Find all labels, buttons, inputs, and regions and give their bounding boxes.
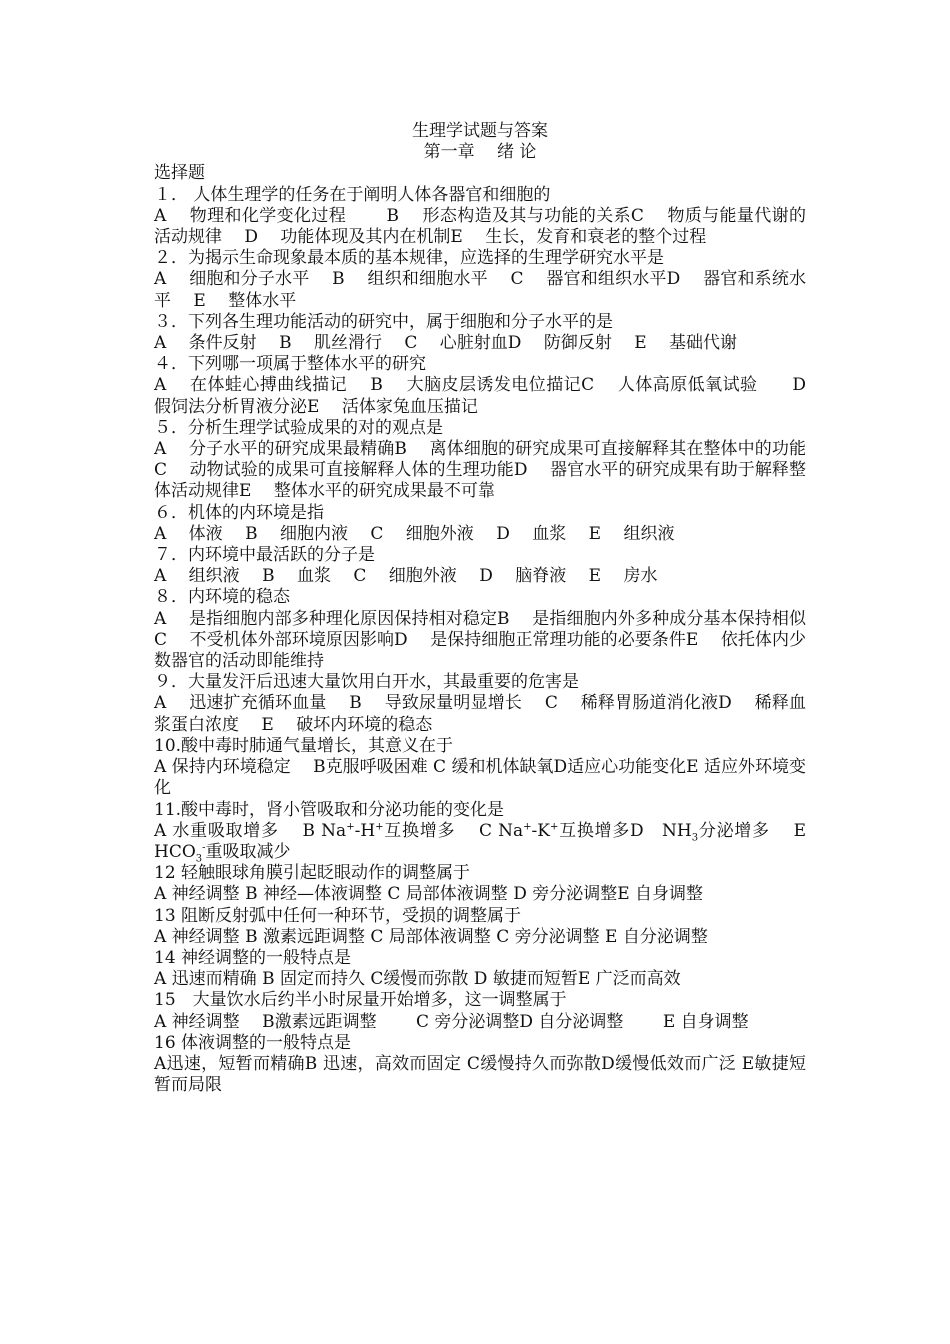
superscript-plus: + — [523, 821, 532, 833]
question-options: A 神经调整 B 激素远距调整 C 局部体液调整 C 旁分泌调整 E 自分泌调整 — [154, 926, 708, 947]
question-options: A 分子水平的研究成果最精确B 离体细胞的研究成果可直接解释其在整体中的功能C 动物试验的成果可直接解释人体的生理功能D 器官水平的研究成果有助于解释整体活动规律E 整体水平的研究成果最不可靠 — [154, 439, 806, 502]
question-text: 14 神经调整的一般特点是 — [154, 947, 352, 968]
chapter-heading: 第一章 绪 论 — [423, 142, 537, 163]
question-text: 16 体液调整的一般特点是 — [154, 1032, 352, 1053]
question-16 — [154, 1033, 806, 1097]
question-options: A 是指细胞内部多种理化原因保持相对稳定B 是指细胞内外多种成分基本保持相似C 不受机体外部环境原因影响D 是保持细胞正常理功能的必要条件E 依托体内少数器官的活动即能维持 — [154, 608, 806, 672]
subscript-number: 3 — [195, 853, 203, 865]
question-2 — [154, 248, 806, 312]
superscript-plus: + — [375, 821, 384, 833]
superscript-minus: - — [202, 842, 206, 854]
option-text: 分泌增多 E HCO — [154, 820, 806, 862]
question-text: ２．为揭示生命现象最本质的基本规律，应选择的生理学研究水平是 — [154, 248, 664, 269]
question-10 — [154, 736, 806, 800]
superscript-plus: + — [346, 821, 355, 833]
question-8 — [154, 587, 806, 672]
question-text: 13 阻断反射弧中任何一种环节，受损的调整属于 — [154, 905, 522, 926]
question-options: A 体液 B 细胞内液 C 细胞外液 D 血浆 E 组织液 — [154, 523, 675, 544]
question-options: A迅速，短暂而精确B 迅速，高效而固定 C缓慢持久而弥散D缓慢低效而广泛 E敏捷短暂而局限 — [154, 1053, 806, 1096]
question-text: １． 人体生理学的任务在于阐明人体各器官和细胞的 — [154, 184, 551, 205]
question-6 — [154, 503, 806, 545]
question-text: 12 轻触眼球角膜引起眨眼动作的调整属于 — [154, 863, 471, 884]
question-text: ４．下列哪一项属于整体水平的研究 — [154, 354, 426, 375]
question-options: A 神经调整 B激素远距调整 C 旁分泌调整D 自分泌调整 E 自身调整 — [154, 1011, 749, 1032]
question-9 — [154, 672, 806, 736]
question-7 — [154, 545, 806, 587]
option-text: 互换增多D NH — [558, 820, 692, 841]
question-options: A 迅速而精确 B 固定而持久 C缓慢而弥散 D 敏捷而短暂E 广泛而高效 — [154, 969, 681, 990]
option-text: -K — [531, 820, 550, 841]
question-text: ６．机体的内环境是指 — [154, 502, 324, 523]
option-text: 重吸取减少 — [205, 841, 291, 862]
question-14 — [154, 948, 806, 990]
question-15 — [154, 990, 806, 1032]
question-options: A 迅速扩充循环血量 B 导致尿量明显增长 C 稀释胃肠道消化液D 稀释血浆蛋白浓度 E 破坏内环境的稳态 — [154, 693, 806, 735]
document-title: 生理学试题与答案 — [412, 121, 548, 141]
question-options: A 条件反射 B 肌丝滑行 C 心脏射血D 防御反射 E 基础代谢 — [154, 333, 738, 354]
question-5 — [154, 418, 806, 503]
document-body — [154, 121, 829, 1096]
question-12 — [154, 863, 806, 905]
question-4 — [154, 354, 829, 418]
subscript-number: 3 — [691, 832, 699, 844]
question-11 — [154, 800, 806, 864]
question-options: A 在体蛙心搏曲线描记 B 大脑皮层诱发电位描记C 人体高原低氧试验 D 假饲法分析胃液分泌E 活体家兔血压描记 — [154, 375, 829, 417]
question-3 — [154, 312, 806, 354]
option-text: A 水重吸取增多 B Na — [154, 820, 347, 841]
question-options — [154, 821, 806, 863]
question-options: A 组织液 B 血浆 C 细胞外液 D 脑脊液 E 房水 — [154, 566, 658, 587]
question-text: ９．大量发汗后迅速大量饮用白开水，其最重要的危害是 — [154, 672, 579, 693]
question-text: ８．内环境的稳态 — [154, 587, 290, 608]
question-options: A 神经调整 B 神经—体液调整 C 局部体液调整 D 旁分泌调整E 自身调整 — [154, 884, 704, 905]
question-options: A 细胞和分子水平 B 组织和细胞水平 C 器官和组织水平D 器官和系统水平 E 整体水平 — [154, 269, 806, 311]
question-text: 10.酸中毒时肺通气量增长，其意义在于 — [154, 735, 454, 756]
question-text: ５．分析生理学试验成果的对的观点是 — [154, 417, 443, 438]
question-options: A 保持内环境稳定 B克服呼吸困难 C 缓和机体缺氧D适应心功能变化E 适应外环境变化 — [154, 757, 806, 799]
question-1 — [154, 185, 806, 249]
question-text: 11.酸中毒时，肾小管吸取和分泌功能的变化是 — [154, 799, 505, 820]
question-text: ７．内环境中最活跃的分子是 — [154, 545, 375, 566]
question-options: A 物理和化学变化过程 B 形态构造及其与功能的关系C 物质与能量代谢的活动规律 D 功能体现及其内在机制E 生长，发育和衰老的整个过程 — [154, 205, 806, 248]
option-text: 互换增多 C Na — [383, 820, 524, 841]
question-text: ３．下列各生理功能活动的研究中，属于细胞和分子水平的是 — [154, 311, 613, 332]
superscript-plus: + — [550, 821, 559, 833]
question-13 — [154, 906, 806, 948]
option-text: -H — [354, 820, 376, 841]
question-text: 15 大量饮水后约半小时尿量开始增多，这一调整属于 — [154, 990, 567, 1011]
section-heading: 选择题 — [154, 163, 205, 184]
